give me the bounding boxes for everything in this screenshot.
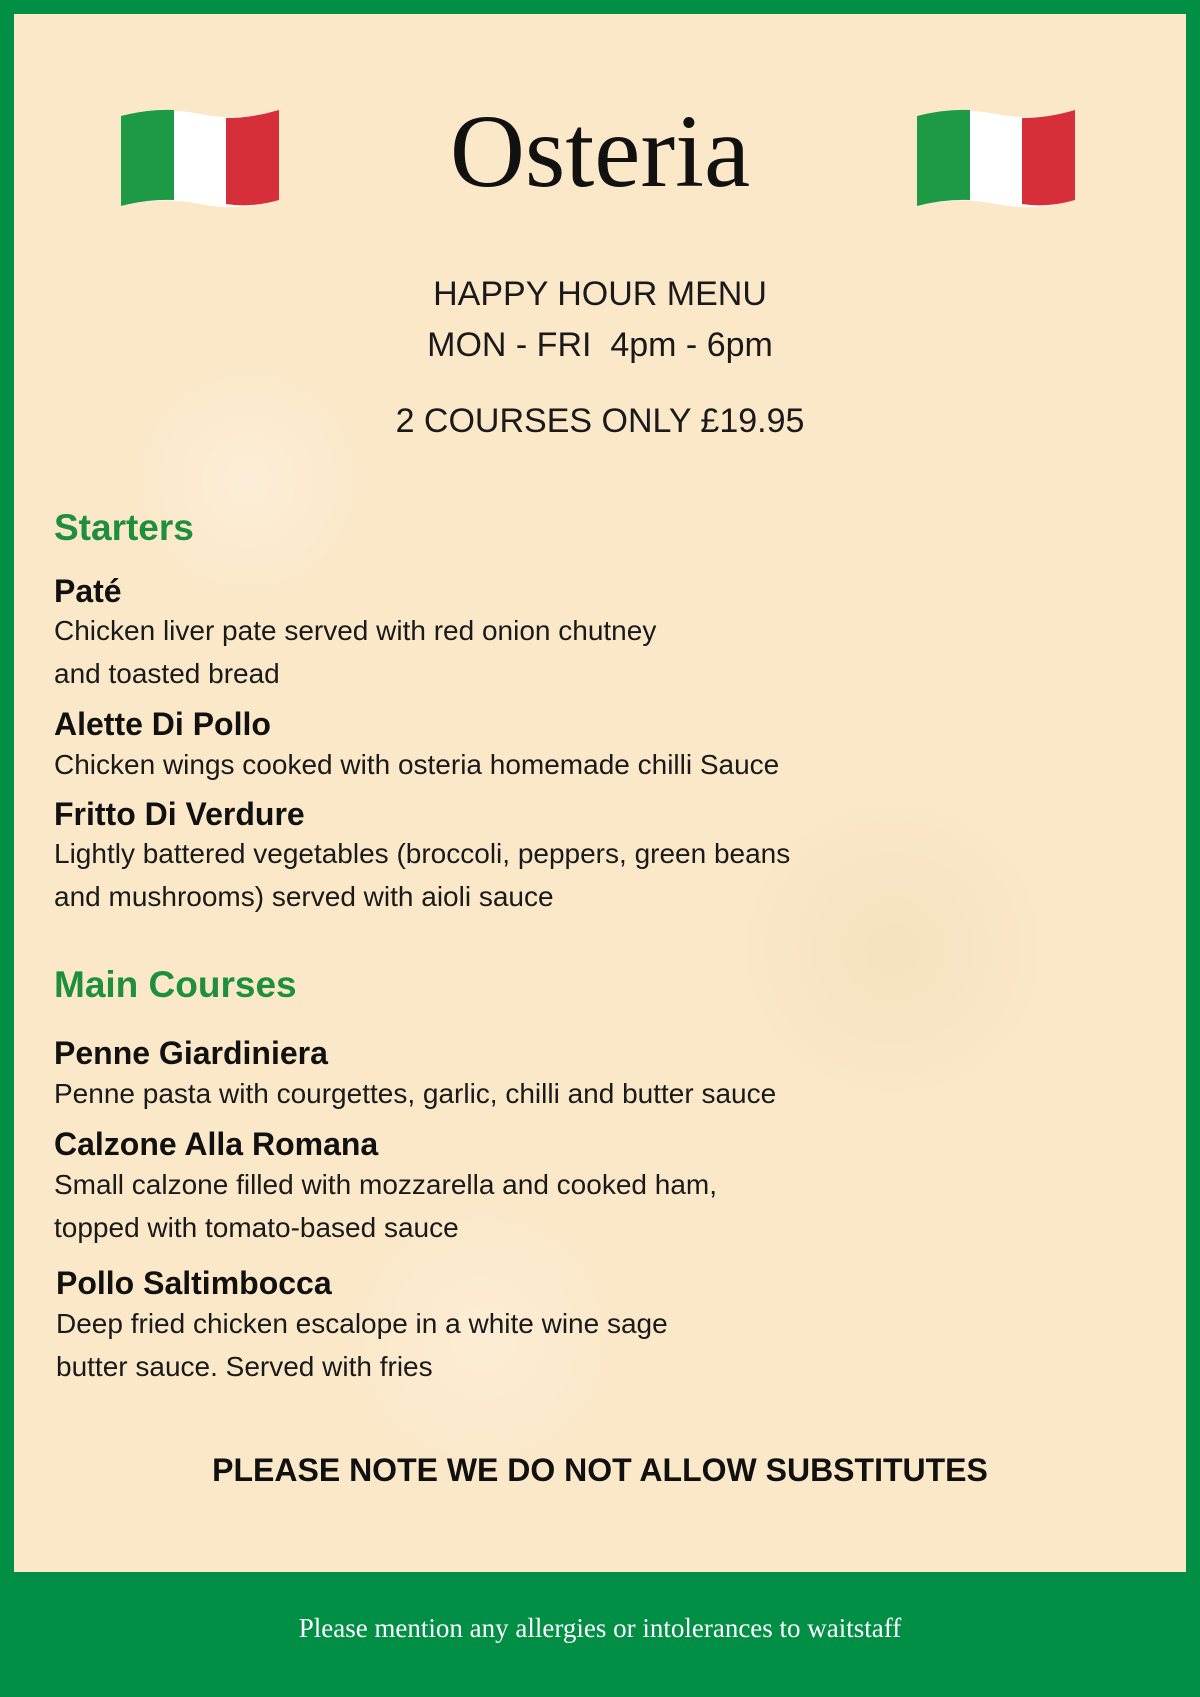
menu-type: HAPPY HOUR MENU [433,275,767,313]
menu-item-desc: Chicken wings cooked with osteria homemade chilli Sauce [54,749,780,780]
menu-item-desc: butter sauce. Served with fries [56,1351,433,1382]
menu-item-desc: Lightly battered vegetables (broccoli, peppers, green beans [54,838,791,869]
menu-item-desc: Deep fried chicken escalope in a white wine sage [56,1308,668,1339]
menu-offer: 2 COURSES ONLY £19.95 [395,402,805,440]
menu-item-desc: Chicken liver pate served with red onion chutney [54,615,657,646]
menu-item-name: Pollo Saltimbocca [56,1265,332,1301]
menu-item-name: Paté [54,573,122,609]
italian-flag-icon [917,106,1075,210]
menu-item-name: Fritto Di Verdure [54,796,305,832]
menu-item-name: Penne Giardiniera [54,1035,328,1071]
menu-item-name: Calzone Alla Romana [54,1126,379,1162]
menu-item-desc: and toasted bread [54,658,280,689]
substitutes-note: PLEASE NOTE WE DO NOT ALLOW SUBSTITUTES [212,1452,988,1488]
restaurant-title: Osteria [449,94,751,209]
menu-hours: MON - FRI 4pm - 6pm [427,326,773,364]
starters-heading: Starters [54,507,194,548]
main-courses-heading: Main Courses [54,964,297,1005]
allergy-footer: Please mention any allergies or intolerances to waitstaff [298,1613,902,1643]
menu-item-desc: and mushrooms) served with aioli sauce [54,881,554,912]
menu-item-desc: topped with tomato-based sauce [54,1212,459,1243]
menu-item-desc: Penne pasta with courgettes, garlic, chilli and butter sauce [54,1078,777,1109]
menu-item-desc: Small calzone filled with mozzarella and cooked ham, [54,1169,717,1200]
menu-item-name: Alette Di Pollo [54,706,271,742]
